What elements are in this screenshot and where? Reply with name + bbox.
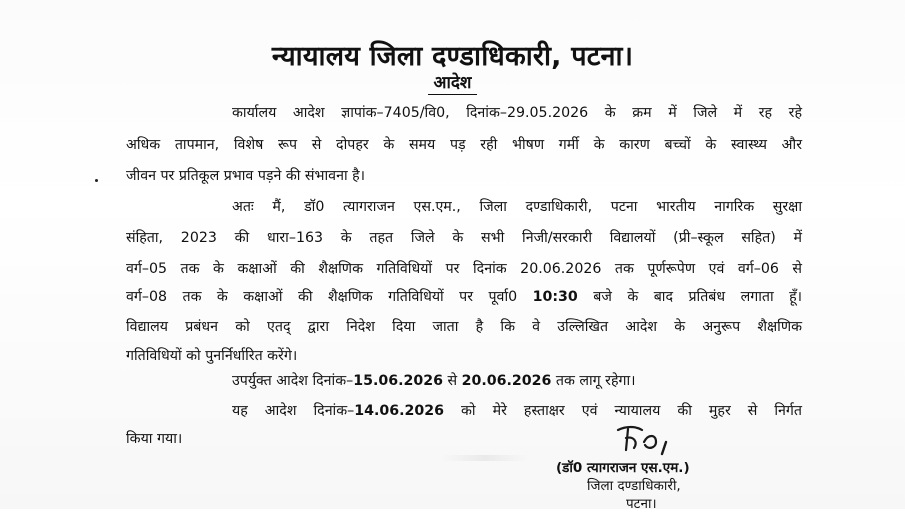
signatory-designation: जिला दण्डाधिकारी, (587, 478, 681, 494)
handwritten-signature (612, 420, 692, 460)
paragraph-1-line-2: अधिक तापमान, विशेष रूप से दोपहर के समय पड़ रही भीषण गर्मी के कारण बच्चों के स्वास्थ्य और (126, 137, 802, 153)
scan-speck (95, 179, 98, 182)
paragraph-1-line-3: जीवन पर प्रतिकूल प्रभाव पड़ने की संभावना है। (126, 168, 366, 184)
paragraph-4-line-2: किया गया। (126, 431, 183, 447)
order-heading (0, 70, 905, 93)
court-title: न्यायालय जिला दण्डाधिकारी, पटना। (271, 41, 634, 72)
restriction-time: 10:30 (532, 289, 578, 305)
effective-to-date: 20.06.2026 (461, 373, 552, 389)
paragraph-2-line-2: संहिता, 2023 की धारा–163 के तहत जिले के सभी निजी/सरकारी विद्यालयों (प्री–स्कूल सहित) में (126, 230, 802, 246)
paragraph-3-post: तक लागू रहेगा। (555, 373, 636, 389)
paragraph-4-line-1-post: को मेरे हस्ताक्षर एवं न्यायालय की मुहर से निर्गत (461, 403, 803, 419)
paragraph-2-line-3: वर्ग–05 तक के कक्षाओं की शैक्षणिक गतिविधियों पर दिनांक 20.06.2026 तक पूर्णरूपेण एवं वर्ग–06 से (126, 261, 802, 277)
paragraph-2-line-5: विद्यालय प्रबंधन को एतद् द्वारा निदेश दिया जाता है कि वे उल्लिखित आदेश के अनुरूप शैक्षणिक (126, 319, 802, 335)
paragraph-2-line-1: अतः मैं, डॉ0 त्यागराजन एस.एम., जिला दण्डाधिकारी, पटना भारतीय नागरिक सुरक्षा (232, 199, 802, 215)
issue-date: 14.06.2026 (354, 403, 444, 419)
paragraph-2-line-4-pre: वर्ग–08 तक के कक्षाओं की शैक्षणिक गतिविधियों पर पूर्वा0 (126, 289, 518, 305)
paragraph-2-line-4 (126, 288, 802, 306)
paragraph-2-line-6: गतिविधियों को पुनर्निर्धारित करेंगे। (126, 348, 298, 364)
signatory-place: पटना। (626, 496, 657, 512)
paragraph-3-pre: उपर्युक्त आदेश दिनांक– (232, 373, 354, 389)
order-heading-text: आदेश (428, 73, 478, 95)
paragraph-3 (232, 372, 636, 390)
paragraph-2-line-4-post: बजे के बाद प्रतिबंध लगाता हूँ। (593, 289, 803, 305)
paragraph-3-mid: से (447, 373, 458, 389)
paragraph-4-pre: यह आदेश दिनांक– (232, 403, 355, 419)
effective-from-date: 15.06.2026 (353, 373, 443, 389)
signatory-name: (डॉ0 त्यागराजन एस.एम.) (556, 460, 690, 476)
paragraph-4-line-1 (232, 402, 802, 420)
scan-smudge (440, 455, 530, 461)
paragraph-1-line-1: कार्यालय आदेश ज्ञापांक–7405/वि0, दिनांक–29.05.2026 के क्रम में जिले में रह रहे (232, 105, 802, 121)
